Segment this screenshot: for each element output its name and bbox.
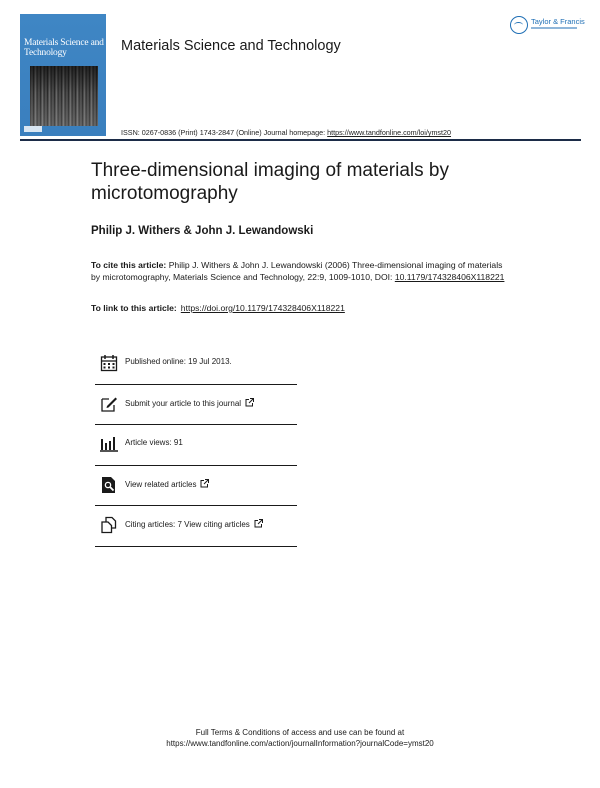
bar-chart-icon: [100, 435, 118, 453]
published-online-row: [95, 344, 297, 385]
cite-label: To cite this article:: [91, 260, 167, 270]
related-articles-row[interactable]: [95, 466, 297, 507]
cover-badge: [24, 126, 42, 132]
external-link-icon: [254, 519, 263, 528]
terms-footer: [0, 727, 600, 749]
article-views-row: [95, 425, 297, 466]
cover-photo: [30, 66, 98, 126]
article-info-list: [95, 344, 297, 547]
publisher-logo-icon: [510, 16, 528, 34]
citing-articles-link[interactable]: [125, 519, 263, 529]
citing-articles-label: Citing articles: 7 View citing articles: [125, 520, 250, 529]
publisher-logo-underline: [531, 27, 577, 29]
article-link-block: [91, 303, 345, 313]
calendar-icon: [100, 354, 118, 372]
header-divider: [20, 139, 581, 141]
article-title: Three-dimensional imaging of materials by microtomography: [91, 160, 449, 204]
journal-cover-image: [20, 14, 106, 136]
related-articles-label: View related articles: [125, 479, 197, 489]
issn-text: ISSN: 0267-0836 (Print) 1743-2847 (Online) Journal homepage:: [121, 128, 328, 137]
article-views-text: Article views: 91: [125, 438, 183, 447]
related-articles-link[interactable]: [125, 479, 209, 489]
publisher-logo: [510, 16, 586, 38]
publisher-logo-text: Taylor & Francis: [531, 17, 585, 26]
terms-footer-url[interactable]: https://www.tandfonline.com/action/journalInformation?journalCode=ymst20: [166, 739, 434, 748]
citing-articles-icon: [100, 516, 118, 534]
article-doi-link[interactable]: https://doi.org/10.1179/174328406X118221: [180, 303, 345, 313]
cite-text: Philip J. Withers & John J. Lewandowski (2006) Three-dimensional imaging of materials by microtomography, Materials Science and Technology, 22:9, 1009-1010, DOI:: [91, 260, 503, 282]
external-link-icon: [200, 479, 209, 488]
cover-title: Materials Science and Technology: [24, 38, 104, 58]
issn-line: [121, 128, 451, 137]
submit-article-row[interactable]: [95, 385, 297, 426]
citation-block: [91, 260, 511, 283]
article-authors: Philip J. Withers & John J. Lewandowski: [91, 225, 314, 237]
search-document-icon: [100, 476, 118, 494]
external-link-icon: [245, 398, 254, 407]
cite-doi-link[interactable]: 10.1179/174328406X118221: [394, 271, 505, 282]
citing-articles-row[interactable]: [95, 506, 297, 547]
link-label: To link to this article:: [91, 303, 177, 313]
journal-title: Materials Science and Technology: [121, 38, 341, 54]
published-online-text: Published online: 19 Jul 2013.: [125, 357, 232, 366]
edit-icon: [100, 395, 118, 413]
journal-homepage-link[interactable]: https://www.tandfonline.com/loi/ymst20: [327, 128, 452, 137]
submit-article-link[interactable]: [125, 398, 254, 408]
terms-footer-line: Full Terms & Conditions of access and use can be found at: [195, 728, 405, 737]
submit-article-label: Submit your article to this journal: [125, 398, 242, 408]
